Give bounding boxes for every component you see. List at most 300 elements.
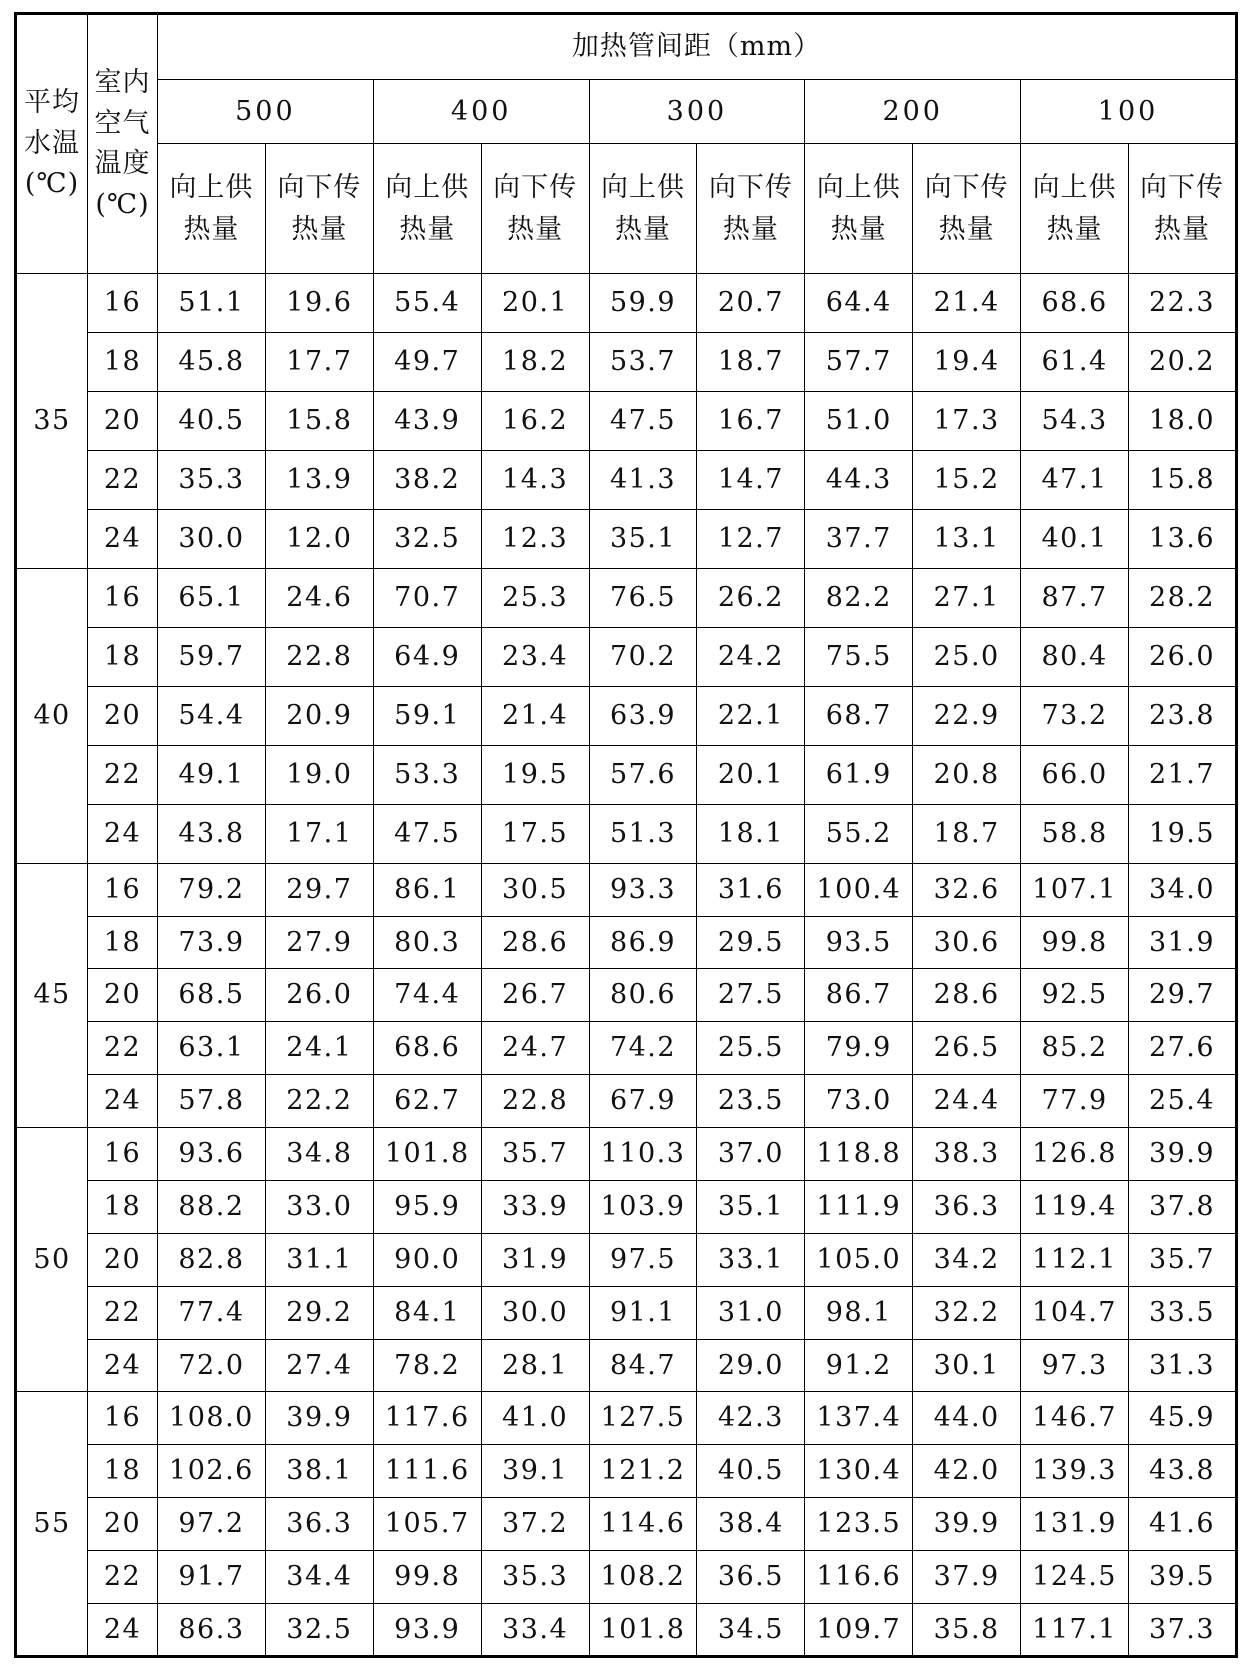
down-heat-value: 34.8	[265, 1128, 373, 1181]
down-heat-value: 20.1	[481, 274, 589, 333]
up-heat-value: 97.5	[589, 1233, 697, 1286]
indoor-air-temp-cell: 18	[88, 1445, 158, 1498]
indoor-air-temp-cell: 22	[88, 450, 158, 509]
up-heat-value: 82.8	[158, 1233, 266, 1286]
up-heat-value: 51.0	[805, 391, 913, 450]
down-heat-value: 31.1	[265, 1233, 373, 1286]
up-heat-value: 97.2	[158, 1498, 266, 1551]
down-heat-value: 27.5	[697, 969, 805, 1022]
up-heat-value: 109.7	[805, 1603, 913, 1656]
table-row	[16, 1128, 1237, 1181]
up-heat-value: 73.0	[805, 1075, 913, 1128]
down-heat-value: 18.7	[697, 332, 805, 391]
down-heat-value: 27.4	[265, 1339, 373, 1392]
up-heat-value: 77.4	[158, 1286, 266, 1339]
down-heat-value: 17.7	[265, 332, 373, 391]
up-heat-value: 32.5	[373, 509, 481, 568]
up-heat-value: 70.2	[589, 627, 697, 686]
table-row	[16, 450, 1237, 509]
up-heat-value: 86.3	[158, 1603, 266, 1656]
down-heat-value: 30.6	[913, 916, 1021, 969]
up-heat-value: 65.1	[158, 568, 266, 627]
up-heat-value: 40.1	[1021, 509, 1129, 568]
down-heat-value: 13.9	[265, 450, 373, 509]
down-heat-value: 36.5	[697, 1551, 805, 1604]
up-heat-value: 74.2	[589, 1022, 697, 1075]
header-row-2	[16, 80, 1237, 144]
table-row	[16, 1498, 1237, 1551]
heat-output-table	[14, 12, 1238, 1658]
down-heat-value: 22.1	[697, 686, 805, 745]
up-heat-value: 79.9	[805, 1022, 913, 1075]
up-heat-value: 72.0	[158, 1339, 266, 1392]
down-heat-header: 向下传热量	[481, 144, 589, 274]
down-heat-value: 36.3	[265, 1498, 373, 1551]
up-heat-value: 137.4	[805, 1392, 913, 1445]
up-heat-value: 73.9	[158, 916, 266, 969]
down-heat-value: 32.2	[913, 1286, 1021, 1339]
down-heat-value: 31.9	[1129, 916, 1237, 969]
indoor-air-temp-cell: 16	[88, 568, 158, 627]
spacing-500-header: 500	[158, 80, 374, 144]
down-heat-value: 33.0	[265, 1180, 373, 1233]
indoor-air-temp-cell: 24	[88, 1339, 158, 1392]
down-heat-value: 21.4	[913, 274, 1021, 333]
down-heat-header: 向下传热量	[265, 144, 373, 274]
up-heat-value: 99.8	[1021, 916, 1129, 969]
down-heat-value: 27.1	[913, 568, 1021, 627]
up-heat-value: 35.3	[158, 450, 266, 509]
down-heat-value: 31.0	[697, 1286, 805, 1339]
avg-water-temp-header: 平均水温(℃)	[16, 14, 88, 274]
indoor-air-temp-cell: 22	[88, 745, 158, 804]
indoor-air-temp-cell: 16	[88, 1392, 158, 1445]
down-heat-value: 39.1	[481, 1445, 589, 1498]
up-heat-value: 47.5	[589, 391, 697, 450]
down-heat-header: 向下传热量	[913, 144, 1021, 274]
down-heat-value: 32.6	[913, 863, 1021, 916]
up-heat-value: 93.3	[589, 863, 697, 916]
up-heat-value: 117.1	[1021, 1603, 1129, 1656]
up-heat-value: 58.8	[1021, 804, 1129, 863]
down-heat-value: 34.4	[265, 1551, 373, 1604]
indoor-air-temp-header: 室内空气温度(℃)	[88, 14, 158, 274]
down-heat-value: 34.0	[1129, 863, 1237, 916]
up-heat-value: 101.8	[589, 1603, 697, 1656]
down-heat-value: 20.7	[697, 274, 805, 333]
up-heat-value: 91.1	[589, 1286, 697, 1339]
down-heat-value: 18.2	[481, 332, 589, 391]
up-heat-value: 111.6	[373, 1445, 481, 1498]
indoor-air-temp-cell: 20	[88, 686, 158, 745]
down-heat-value: 21.7	[1129, 745, 1237, 804]
down-heat-value: 19.5	[1129, 804, 1237, 863]
up-heat-value: 47.5	[373, 804, 481, 863]
down-heat-value: 31.9	[481, 1233, 589, 1286]
up-heat-value: 49.1	[158, 745, 266, 804]
up-heat-value: 117.6	[373, 1392, 481, 1445]
table-header	[16, 14, 1237, 274]
up-heat-value: 62.7	[373, 1075, 481, 1128]
indoor-air-temp-cell: 20	[88, 1498, 158, 1551]
indoor-air-temp-cell: 18	[88, 627, 158, 686]
indoor-air-temp-cell: 18	[88, 332, 158, 391]
table-row	[16, 1286, 1237, 1339]
up-heat-value: 53.3	[373, 745, 481, 804]
down-heat-value: 35.3	[481, 1551, 589, 1604]
up-heat-value: 114.6	[589, 1498, 697, 1551]
up-heat-value: 35.1	[589, 509, 697, 568]
table-row	[16, 627, 1237, 686]
indoor-air-temp-cell: 16	[88, 1128, 158, 1181]
down-heat-value: 37.9	[913, 1551, 1021, 1604]
down-heat-value: 38.1	[265, 1445, 373, 1498]
up-heat-value: 105.0	[805, 1233, 913, 1286]
down-heat-value: 29.5	[697, 916, 805, 969]
down-heat-value: 15.2	[913, 450, 1021, 509]
up-heat-value: 37.7	[805, 509, 913, 568]
up-heat-value: 66.0	[1021, 745, 1129, 804]
down-heat-value: 34.5	[697, 1603, 805, 1656]
down-heat-value: 34.2	[913, 1233, 1021, 1286]
up-heat-value: 123.5	[805, 1498, 913, 1551]
down-heat-value: 12.0	[265, 509, 373, 568]
up-heat-value: 61.9	[805, 745, 913, 804]
down-heat-value: 22.8	[265, 627, 373, 686]
up-heat-value: 95.9	[373, 1180, 481, 1233]
down-heat-value: 37.2	[481, 1498, 589, 1551]
down-heat-value: 15.8	[265, 391, 373, 450]
up-heat-value: 70.7	[373, 568, 481, 627]
down-heat-value: 24.6	[265, 568, 373, 627]
down-heat-value: 16.7	[697, 391, 805, 450]
up-heat-value: 80.6	[589, 969, 697, 1022]
up-heat-value: 85.2	[1021, 1022, 1129, 1075]
down-heat-value: 18.7	[913, 804, 1021, 863]
up-heat-value: 118.8	[805, 1128, 913, 1181]
indoor-air-temp-cell: 16	[88, 863, 158, 916]
down-heat-value: 39.5	[1129, 1551, 1237, 1604]
down-heat-value: 29.2	[265, 1286, 373, 1339]
down-heat-value: 27.6	[1129, 1022, 1237, 1075]
up-heat-value: 79.2	[158, 863, 266, 916]
down-heat-value: 21.4	[481, 686, 589, 745]
up-heat-value: 57.6	[589, 745, 697, 804]
up-heat-value: 55.4	[373, 274, 481, 333]
table-row	[16, 332, 1237, 391]
table-row	[16, 1022, 1237, 1075]
table-row	[16, 1551, 1237, 1604]
up-heat-value: 59.9	[589, 274, 697, 333]
up-heat-value: 86.7	[805, 969, 913, 1022]
indoor-air-temp-cell: 24	[88, 804, 158, 863]
down-heat-value: 22.3	[1129, 274, 1237, 333]
up-heat-value: 64.9	[373, 627, 481, 686]
down-heat-value: 39.9	[913, 1498, 1021, 1551]
spacing-300-header: 300	[589, 80, 805, 144]
down-heat-value: 25.5	[697, 1022, 805, 1075]
down-heat-value: 38.3	[913, 1128, 1021, 1181]
avg-water-temp-cell: 40	[16, 568, 88, 863]
down-heat-value: 18.1	[697, 804, 805, 863]
avg-water-temp-cell: 45	[16, 863, 88, 1127]
up-heat-value: 86.9	[589, 916, 697, 969]
down-heat-value: 40.5	[697, 1445, 805, 1498]
up-heat-value: 99.8	[373, 1551, 481, 1604]
up-heat-value: 74.4	[373, 969, 481, 1022]
up-heat-value: 90.0	[373, 1233, 481, 1286]
table-row	[16, 568, 1237, 627]
down-heat-value: 17.3	[913, 391, 1021, 450]
up-heat-value: 146.7	[1021, 1392, 1129, 1445]
up-heat-value: 57.7	[805, 332, 913, 391]
indoor-air-temp-cell: 24	[88, 509, 158, 568]
table-row	[16, 863, 1237, 916]
down-heat-value: 27.9	[265, 916, 373, 969]
down-heat-value: 17.5	[481, 804, 589, 863]
up-heat-value: 102.6	[158, 1445, 266, 1498]
up-heat-value: 126.8	[1021, 1128, 1129, 1181]
up-heat-value: 124.5	[1021, 1551, 1129, 1604]
down-heat-value: 14.3	[481, 450, 589, 509]
down-heat-value: 25.4	[1129, 1075, 1237, 1128]
up-heat-value: 112.1	[1021, 1233, 1129, 1286]
up-heat-value: 87.7	[1021, 568, 1129, 627]
down-heat-value: 31.3	[1129, 1339, 1237, 1392]
down-heat-value: 15.8	[1129, 450, 1237, 509]
up-heat-value: 51.1	[158, 274, 266, 333]
up-heat-value: 103.9	[589, 1180, 697, 1233]
down-heat-value: 44.0	[913, 1392, 1021, 1445]
down-heat-value: 20.1	[697, 745, 805, 804]
up-heat-value: 68.6	[1021, 274, 1129, 333]
up-heat-value: 88.2	[158, 1180, 266, 1233]
table-row	[16, 1180, 1237, 1233]
indoor-air-temp-cell: 22	[88, 1551, 158, 1604]
up-heat-value: 61.4	[1021, 332, 1129, 391]
up-heat-value: 40.5	[158, 391, 266, 450]
table-row	[16, 274, 1237, 333]
up-heat-value: 57.8	[158, 1075, 266, 1128]
up-heat-value: 84.1	[373, 1286, 481, 1339]
down-heat-value: 26.5	[913, 1022, 1021, 1075]
pipe-spacing-header: 加热管间距（mm）	[158, 14, 1237, 80]
up-heat-value: 43.9	[373, 391, 481, 450]
up-heat-value: 91.2	[805, 1339, 913, 1392]
down-heat-value: 12.7	[697, 509, 805, 568]
down-heat-value: 28.2	[1129, 568, 1237, 627]
up-heat-value: 78.2	[373, 1339, 481, 1392]
down-heat-value: 42.3	[697, 1392, 805, 1445]
up-heat-value: 82.2	[805, 568, 913, 627]
table-row	[16, 1603, 1237, 1656]
table-row	[16, 1233, 1237, 1286]
down-heat-value: 35.7	[1129, 1233, 1237, 1286]
spacing-400-header: 400	[373, 80, 589, 144]
table-row	[16, 916, 1237, 969]
down-heat-value: 29.7	[265, 863, 373, 916]
table-row	[16, 804, 1237, 863]
down-heat-value: 39.9	[265, 1392, 373, 1445]
down-heat-value: 37.3	[1129, 1603, 1237, 1656]
down-heat-value: 22.8	[481, 1075, 589, 1128]
up-heat-value: 139.3	[1021, 1445, 1129, 1498]
up-heat-value: 110.3	[589, 1128, 697, 1181]
down-heat-value: 45.9	[1129, 1392, 1237, 1445]
down-heat-value: 26.2	[697, 568, 805, 627]
table-body	[16, 274, 1237, 1657]
up-heat-value: 49.7	[373, 332, 481, 391]
header-row-3	[16, 144, 1237, 274]
indoor-air-temp-cell: 18	[88, 916, 158, 969]
down-heat-value: 33.9	[481, 1180, 589, 1233]
down-heat-value: 24.1	[265, 1022, 373, 1075]
up-heat-value: 68.5	[158, 969, 266, 1022]
down-heat-value: 26.0	[265, 969, 373, 1022]
up-heat-value: 75.5	[805, 627, 913, 686]
up-heat-value: 64.4	[805, 274, 913, 333]
avg-water-temp-cell: 55	[16, 1392, 88, 1657]
up-heat-value: 38.2	[373, 450, 481, 509]
down-heat-value: 30.1	[913, 1339, 1021, 1392]
down-heat-header: 向下传热量	[1129, 144, 1237, 274]
up-heat-header: 向上供热量	[589, 144, 697, 274]
up-heat-value: 43.8	[158, 804, 266, 863]
up-heat-value: 108.0	[158, 1392, 266, 1445]
table-row	[16, 1075, 1237, 1128]
up-heat-value: 59.1	[373, 686, 481, 745]
table-row	[16, 1445, 1237, 1498]
down-heat-value: 12.3	[481, 509, 589, 568]
down-heat-value: 29.0	[697, 1339, 805, 1392]
up-heat-value: 86.1	[373, 863, 481, 916]
down-heat-value: 17.1	[265, 804, 373, 863]
down-heat-value: 14.7	[697, 450, 805, 509]
up-heat-value: 108.2	[589, 1551, 697, 1604]
indoor-air-temp-cell: 22	[88, 1022, 158, 1075]
up-heat-value: 98.1	[805, 1286, 913, 1339]
up-heat-value: 54.4	[158, 686, 266, 745]
down-heat-value: 31.6	[697, 863, 805, 916]
down-heat-value: 43.8	[1129, 1445, 1237, 1498]
table-row	[16, 1392, 1237, 1445]
spacing-100-header: 100	[1021, 80, 1237, 144]
down-heat-value: 37.8	[1129, 1180, 1237, 1233]
down-heat-value: 28.6	[481, 916, 589, 969]
indoor-air-temp-cell: 20	[88, 391, 158, 450]
up-heat-value: 93.9	[373, 1603, 481, 1656]
up-heat-value: 63.9	[589, 686, 697, 745]
down-heat-value: 33.5	[1129, 1286, 1237, 1339]
down-heat-value: 38.4	[697, 1498, 805, 1551]
up-heat-value: 45.8	[158, 332, 266, 391]
down-heat-value: 13.1	[913, 509, 1021, 568]
indoor-air-temp-cell: 24	[88, 1603, 158, 1656]
down-heat-value: 24.4	[913, 1075, 1021, 1128]
indoor-air-temp-cell: 20	[88, 1233, 158, 1286]
up-heat-value: 68.7	[805, 686, 913, 745]
avg-water-temp-cell: 35	[16, 274, 88, 569]
down-heat-value: 18.0	[1129, 391, 1237, 450]
up-heat-value: 30.0	[158, 509, 266, 568]
up-heat-value: 131.9	[1021, 1498, 1129, 1551]
down-heat-value: 23.8	[1129, 686, 1237, 745]
up-heat-value: 93.5	[805, 916, 913, 969]
up-heat-value: 104.7	[1021, 1286, 1129, 1339]
down-heat-value: 36.3	[913, 1180, 1021, 1233]
down-heat-value: 19.0	[265, 745, 373, 804]
up-heat-value: 101.8	[373, 1128, 481, 1181]
down-heat-value: 20.9	[265, 686, 373, 745]
up-heat-value: 55.2	[805, 804, 913, 863]
up-heat-value: 67.9	[589, 1075, 697, 1128]
down-heat-value: 41.6	[1129, 1498, 1237, 1551]
down-heat-value: 25.3	[481, 568, 589, 627]
spacing-200-header: 200	[805, 80, 1021, 144]
up-heat-value: 41.3	[589, 450, 697, 509]
up-heat-header: 向上供热量	[805, 144, 913, 274]
down-heat-value: 35.1	[697, 1180, 805, 1233]
up-heat-value: 127.5	[589, 1392, 697, 1445]
up-heat-value: 54.3	[1021, 391, 1129, 450]
up-heat-value: 91.7	[158, 1551, 266, 1604]
indoor-air-temp-cell: 18	[88, 1180, 158, 1233]
table-row	[16, 745, 1237, 804]
down-heat-value: 35.8	[913, 1603, 1021, 1656]
down-heat-value: 24.2	[697, 627, 805, 686]
up-heat-value: 107.1	[1021, 863, 1129, 916]
down-heat-value: 22.2	[265, 1075, 373, 1128]
up-heat-value: 63.1	[158, 1022, 266, 1075]
down-heat-value: 30.5	[481, 863, 589, 916]
down-heat-value: 33.1	[697, 1233, 805, 1286]
down-heat-value: 30.0	[481, 1286, 589, 1339]
up-heat-value: 92.5	[1021, 969, 1129, 1022]
up-heat-value: 97.3	[1021, 1339, 1129, 1392]
up-heat-value: 77.9	[1021, 1075, 1129, 1128]
up-heat-value: 105.7	[373, 1498, 481, 1551]
down-heat-value: 28.6	[913, 969, 1021, 1022]
up-heat-value: 51.3	[589, 804, 697, 863]
up-heat-value: 93.6	[158, 1128, 266, 1181]
down-heat-value: 41.0	[481, 1392, 589, 1445]
down-heat-header: 向下传热量	[697, 144, 805, 274]
down-heat-value: 19.6	[265, 274, 373, 333]
down-heat-value: 23.4	[481, 627, 589, 686]
down-heat-value: 20.8	[913, 745, 1021, 804]
down-heat-value: 32.5	[265, 1603, 373, 1656]
up-heat-header: 向上供热量	[373, 144, 481, 274]
down-heat-value: 26.7	[481, 969, 589, 1022]
table-row	[16, 686, 1237, 745]
down-heat-value: 22.9	[913, 686, 1021, 745]
header-row-1	[16, 14, 1237, 80]
down-heat-value: 28.1	[481, 1339, 589, 1392]
up-heat-header: 向上供热量	[1021, 144, 1129, 274]
up-heat-value: 111.9	[805, 1180, 913, 1233]
indoor-air-temp-cell: 16	[88, 274, 158, 333]
down-heat-value: 25.0	[913, 627, 1021, 686]
up-heat-value: 73.2	[1021, 686, 1129, 745]
up-heat-value: 53.7	[589, 332, 697, 391]
down-heat-value: 13.6	[1129, 509, 1237, 568]
down-heat-value: 16.2	[481, 391, 589, 450]
down-heat-value: 29.7	[1129, 969, 1237, 1022]
down-heat-value: 24.7	[481, 1022, 589, 1075]
up-heat-header: 向上供热量	[158, 144, 266, 274]
down-heat-value: 42.0	[913, 1445, 1021, 1498]
avg-water-temp-cell: 50	[16, 1128, 88, 1392]
